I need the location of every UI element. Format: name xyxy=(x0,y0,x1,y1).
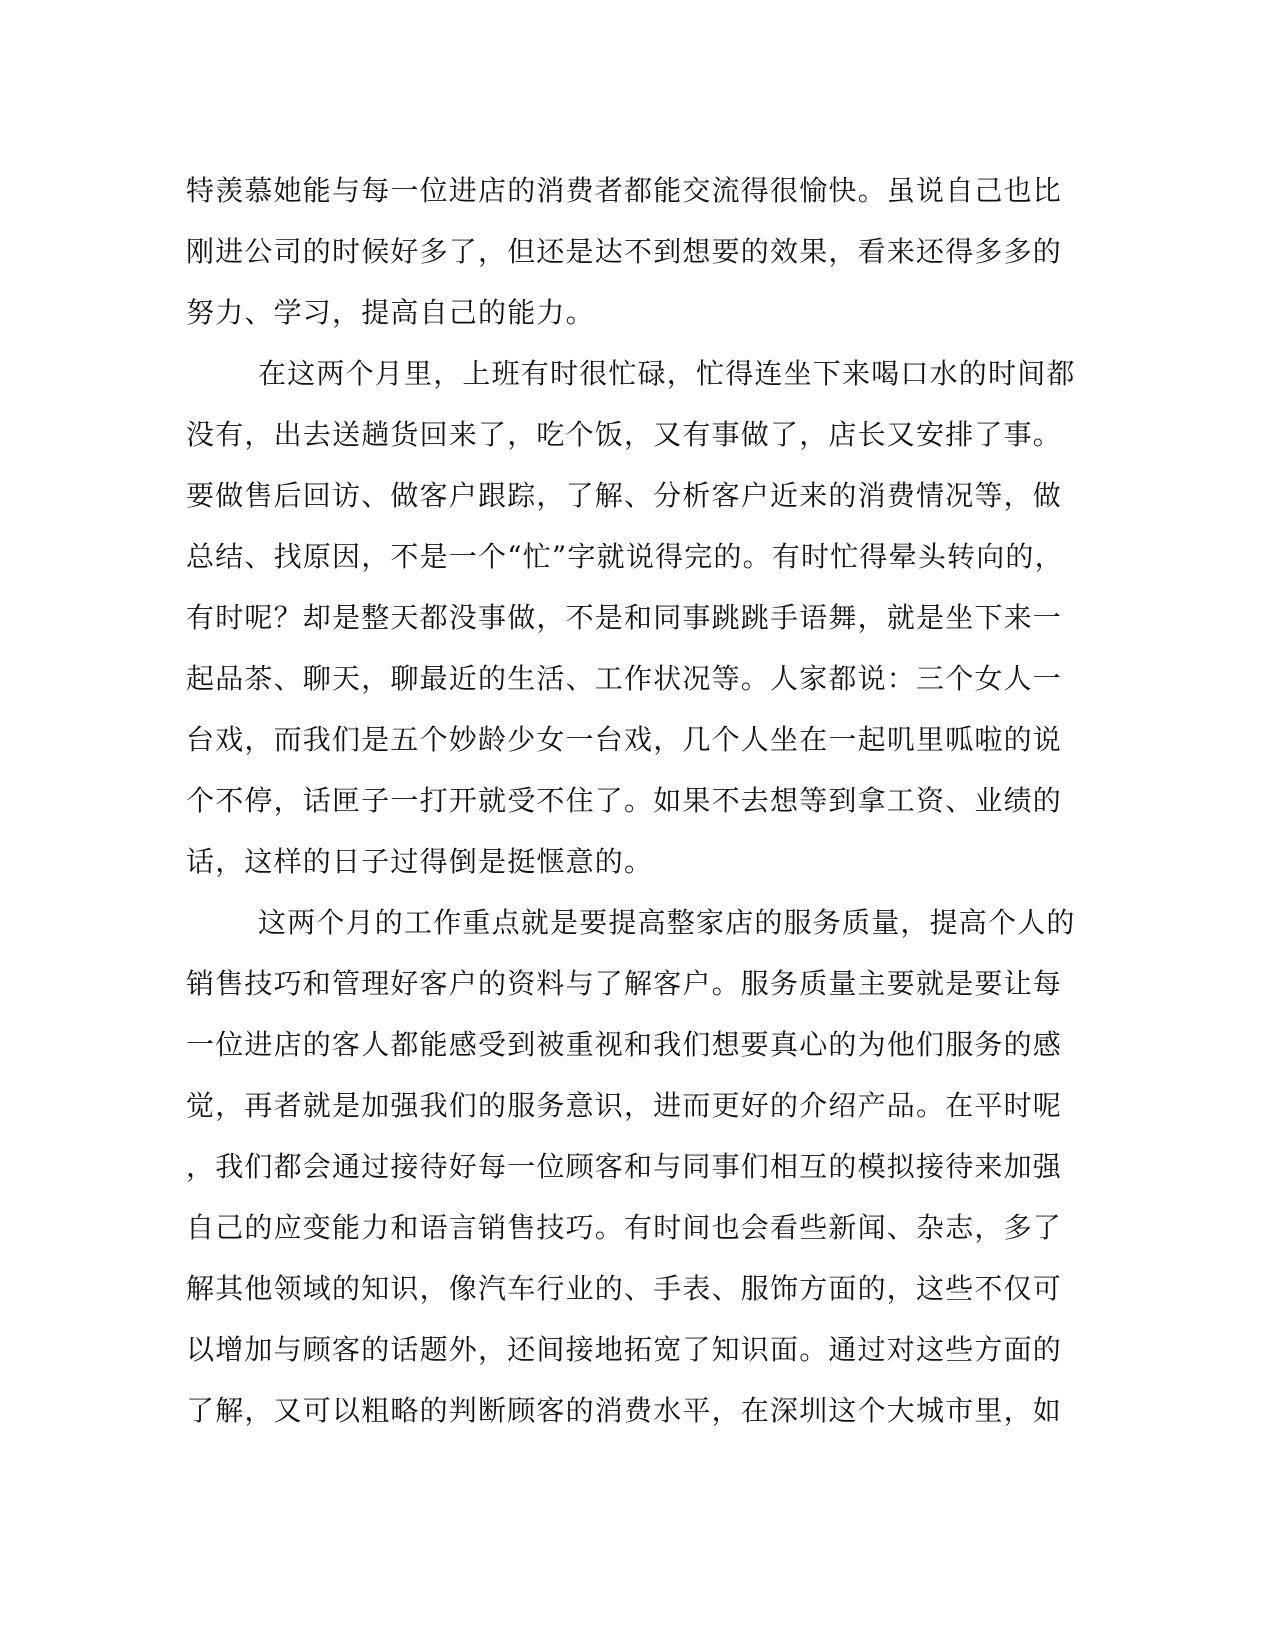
paragraph-start-line: 在这两个月里，上班有时很忙碌，忙得连坐下来喝口水的时间都 xyxy=(258,357,1076,390)
text-line: 一位进店的客人都能感受到被重视和我们想要真心的为他们服务的感 xyxy=(186,1028,1063,1061)
text-line: 了解，又可以粗略的判断顾客的消费水平，在深圳这个大城市里，如 xyxy=(186,1394,1063,1427)
text-line: 总结、找原因，不是一个“忙”字就说得完的。有时忙得晕头转向的， xyxy=(186,540,1064,573)
paragraph-start-line: 这两个月的工作重点就是要提高整家店的服务质量，提高个人的 xyxy=(258,906,1076,939)
text-line: ，我们都会通过接待好每一位顾客和与同事们相互的模拟接待来加强 xyxy=(186,1150,1063,1183)
text-line: 解其他领域的知识，像汽车行业的、手表、服饰方面的，这些不仅可 xyxy=(186,1272,1063,1305)
text-line: 觉，再者就是加强我们的服务意识，进而更好的介绍产品。在平时呢 xyxy=(186,1089,1063,1122)
text-line: 努力、学习，提高自己的能力。 xyxy=(186,296,595,329)
text-line: 销售技巧和管理好客户的资料与了解客户。服务质量主要就是要让每 xyxy=(186,967,1063,1000)
text-line: 自己的应变能力和语言销售技巧。有时间也会看些新闻、杂志，多了 xyxy=(186,1211,1063,1244)
text-line: 刚进公司的时候好多了，但还是达不到想要的效果，看来还得多多的 xyxy=(186,235,1063,268)
text-line: 台戏，而我们是五个妙龄少女一台戏，几个人坐在一起叽里呱啦的说 xyxy=(186,723,1063,756)
text-line: 话，这样的日子过得倒是挺惬意的。 xyxy=(186,845,654,878)
text-line: 有时呢？却是整天都没事做，不是和同事跳跳手语舞，就是坐下来一 xyxy=(186,601,1063,634)
text-line: 特羡慕她能与每一位进店的消费者都能交流得很愉快。虽说自己也比 xyxy=(186,174,1063,207)
text-line: 以增加与顾客的话题外，还间接地拓宽了知识面。通过对这些方面的 xyxy=(186,1333,1063,1366)
text-line: 个不停，话匣子一打开就受不住了。如果不去想等到拿工资、业绩的 xyxy=(186,784,1063,817)
text-line: 起品茶、聊天，聊最近的生活、工作状况等。人家都说：三个女人一 xyxy=(186,662,1063,695)
text-line: 没有，出去送趟货回来了，吃个饭，又有事做了，店长又安排了事。 xyxy=(186,418,1063,451)
body-text xyxy=(186,160,1086,1441)
text-line: 要做售后回访、做客户跟踪，了解、分析客户近来的消费情况等，做 xyxy=(186,479,1063,512)
